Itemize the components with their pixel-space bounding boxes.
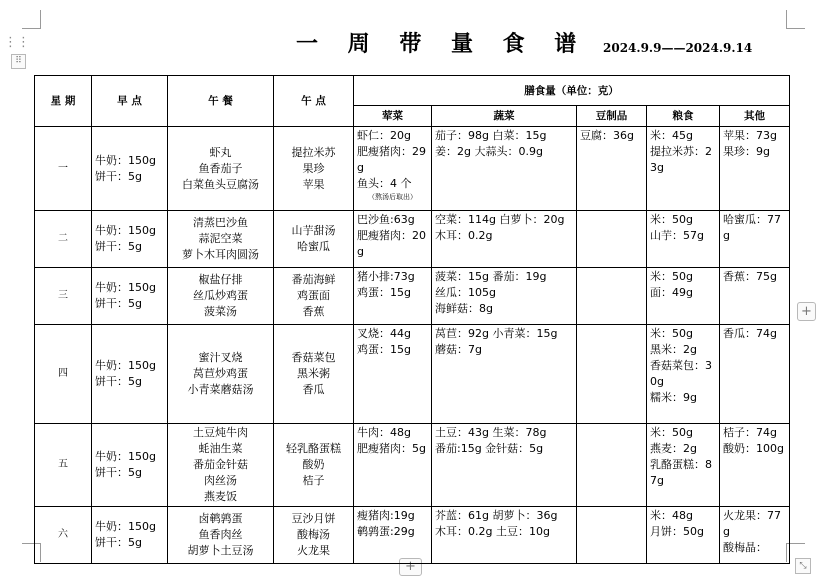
breakfast-line: 饼干：5g (95, 240, 142, 253)
cell-other (720, 325, 790, 424)
meat-line: 猪小排:73g (357, 270, 415, 283)
grain-line: 乳酪蛋糕：87g (650, 458, 712, 487)
meat-line: 鹌鹑蛋:29g (357, 525, 415, 538)
lunch-line: 燕麦饭 (204, 490, 237, 503)
other-line: 香瓜：74g (723, 327, 777, 340)
other-line: 桔子：74g (723, 426, 777, 439)
table-row (35, 127, 790, 211)
cell-lunch (168, 507, 274, 564)
cell-grain (647, 268, 720, 325)
cell-day (35, 211, 92, 268)
header-weekday: 星 期 (35, 76, 92, 127)
lunch-line: 白菜鱼头豆腐汤 (182, 177, 259, 191)
day-line: 四 (58, 368, 68, 379)
grain-line: 提拉米苏：23g (650, 145, 712, 174)
snack-line: 火龙果 (297, 544, 330, 557)
snack-line: 酸梅汤 (297, 528, 330, 541)
snack-line: 香瓜 (302, 383, 325, 396)
table-move-icon[interactable]: ⠿ (11, 54, 26, 69)
lunch-line: 鱼香茄子 (198, 161, 243, 175)
grain-line: 糯米：9g (650, 391, 697, 404)
cell-lunch (168, 211, 274, 268)
cell-meat (354, 325, 432, 424)
snack-line: 鸡蛋面 (297, 289, 330, 302)
cell-other (720, 211, 790, 268)
breakfast-line: 牛奶：150g (95, 359, 156, 372)
breakfast-line: 牛奶：150g (95, 153, 156, 167)
veg-line: 姜：2g 大蒜头：0.9g (435, 145, 543, 158)
grain-line: 米：50g (650, 426, 693, 439)
page-title: 一 周 带 量 食 谱 (296, 31, 588, 57)
other-line: 果珍：9g (723, 145, 770, 158)
cell-lunch (168, 325, 274, 424)
veg-line: 番茄:15g 金针菇：5g (435, 442, 544, 455)
veg-line: 芥蓝：61g 胡萝卜：36g (435, 509, 558, 522)
veg-line: 海鲜菇：8g (435, 302, 493, 315)
veg-line: 蘑菇：7g (435, 343, 482, 356)
cell-meat (354, 127, 432, 211)
cell-veg (432, 325, 577, 424)
cell-veg (432, 127, 577, 211)
cell-soy (577, 424, 647, 507)
meat-line: 肥瘦猪肉：29g (357, 145, 426, 174)
cell-snack (274, 211, 354, 268)
cell-snack (274, 325, 354, 424)
add-column-plus-icon[interactable]: + (797, 302, 816, 321)
cell-breakfast (92, 325, 168, 424)
cell-snack (274, 507, 354, 564)
lunch-line: 鱼香肉丝 (198, 528, 243, 541)
cell-soy (577, 325, 647, 424)
meat-line: 鸡蛋：15g (357, 343, 411, 356)
table-row (35, 507, 790, 564)
other-line: 苹果：73g (723, 129, 777, 142)
grain-line: 米：45g (650, 129, 693, 142)
veg-line: 木耳：0.2g (435, 229, 493, 242)
grain-line: 米：50g (650, 327, 693, 340)
drag-handle-icon[interactable]: ⋮⋮ (4, 35, 30, 50)
cell-breakfast (92, 424, 168, 507)
other-line: 香蕉：75g (723, 270, 777, 283)
breakfast-line: 牛奶：150g (95, 224, 156, 237)
table-row (35, 268, 790, 325)
cell-day (35, 507, 92, 564)
cell-day (35, 127, 92, 211)
menu-table (34, 75, 790, 564)
lunch-line: 丝瓜炒鸡蛋 (193, 289, 248, 302)
meat-line: 巴沙鱼:63g (357, 213, 415, 226)
cell-snack (274, 268, 354, 325)
header-other: 其他 (720, 106, 790, 127)
lunch-line: 胡萝卜土豆汤 (187, 544, 254, 557)
cell-grain (647, 507, 720, 564)
breakfast-line: 饼干：5g (95, 169, 142, 183)
meat-line: 瘦猪肉:19g (357, 509, 415, 522)
cell-grain (647, 127, 720, 211)
header-snack: 午 点 (274, 76, 354, 127)
veg-line: 茄子：98g 白菜：15g (435, 129, 547, 142)
lunch-line: 番茄金针菇 (193, 458, 248, 471)
grain-line: 米：50g (650, 270, 693, 283)
table-row (35, 211, 790, 268)
breakfast-line: 饼干：5g (95, 466, 142, 479)
snack-line: 提拉米苏 (291, 145, 336, 159)
snack-line: 山芋甜汤 (291, 224, 336, 237)
table-row (35, 424, 790, 507)
grain-line: 山芋：57g (650, 229, 704, 242)
snack-line: 苹果 (302, 177, 325, 191)
snack-line: 豆沙月饼 (291, 512, 336, 525)
breakfast-line: 牛奶：150g (95, 450, 156, 463)
header-lunch: 午 餐 (168, 76, 274, 127)
snack-line: 番茄海鲜 (291, 273, 336, 286)
cell-other (720, 507, 790, 564)
grain-line: 米：50g (650, 213, 693, 226)
veg-line: 木耳：0.2g 土豆：10g (435, 525, 550, 538)
lunch-line: 菠菜汤 (204, 305, 237, 318)
snack-line: 香蕉 (302, 305, 325, 318)
header-intake: 膳食量（单位：克） (354, 76, 790, 106)
meat-line: 鸡蛋：15g (357, 286, 411, 299)
snack-line: 黑米粥 (297, 367, 330, 380)
soy-line: 豆腐：36g (580, 129, 634, 142)
breakfast-line: 牛奶：150g (95, 281, 156, 294)
veg-line: 莴苣：92g 小青菜：15g (435, 327, 558, 340)
cell-day (35, 325, 92, 424)
cell-grain (647, 325, 720, 424)
cell-soy (577, 507, 647, 564)
resize-icon[interactable]: ⤡ (795, 558, 811, 574)
other-line: 酸奶：100g (723, 442, 784, 455)
cell-veg (432, 211, 577, 268)
cell-soy (577, 268, 647, 325)
breakfast-line: 牛奶：150g (95, 520, 156, 533)
cell-breakfast (92, 211, 168, 268)
lunch-line: 肉丝汤 (204, 474, 237, 487)
grain-line: 香菇菜包：30g (650, 359, 712, 388)
add-row-plus-icon[interactable]: + (399, 558, 422, 576)
lunch-line: 蒜泥空菜 (198, 232, 243, 245)
day-line: 一 (58, 162, 68, 174)
header-soy: 豆制品 (577, 106, 647, 127)
other-line: 哈蜜瓜：77g (723, 213, 781, 242)
grain-line: 黑米：2g (650, 343, 697, 356)
other-line: 酸梅晶： (723, 541, 767, 554)
lunch-line: 莴苣炒鸡蛋 (193, 367, 248, 380)
crop-mark-top-left (22, 10, 41, 29)
breakfast-line: 饼干：5g (95, 297, 142, 310)
day-line: 五 (58, 459, 68, 470)
cell-veg (432, 507, 577, 564)
cell-lunch (168, 268, 274, 325)
cell-veg (432, 424, 577, 507)
snack-line: 轻乳酪蛋糕 (286, 442, 341, 455)
grain-line: 燕麦：2g (650, 442, 697, 455)
header-grain: 粮食 (647, 106, 720, 127)
snack-line: 香菇菜包 (291, 351, 336, 364)
cell-grain (647, 211, 720, 268)
cell-breakfast (92, 268, 168, 325)
breakfast-line: 饼干：5g (95, 536, 142, 549)
meat-line: 鱼头：4 个 (357, 177, 412, 190)
veg-line: 菠菜：15g 番茄：19g (435, 270, 547, 283)
table-row (35, 325, 790, 424)
cell-soy (577, 211, 647, 268)
cell-day (35, 268, 92, 325)
cell-soy (577, 127, 647, 211)
meat-line: 肥瘦猪肉：5g (357, 442, 426, 455)
snack-line: 酸奶 (302, 458, 325, 471)
header-veg: 蔬菜 (432, 106, 577, 127)
lunch-line: 蚝油生菜 (198, 442, 243, 455)
lunch-line: 清蒸巴沙鱼 (193, 216, 248, 229)
veg-line: 空菜：114g 白萝卜：20g (435, 213, 565, 226)
cell-other (720, 424, 790, 507)
header-meat: 荤菜 (354, 106, 432, 127)
crop-mark-top-right (786, 10, 805, 29)
breakfast-line: 饼干：5g (95, 375, 142, 388)
lunch-line: 蜜汁叉烧 (198, 351, 243, 364)
cell-meat (354, 268, 432, 325)
date-range: 2024.9.9——2024.9.14 (603, 41, 753, 55)
meat-note: （熬汤后取出） (368, 193, 417, 201)
cell-breakfast (92, 507, 168, 564)
cell-meat (354, 507, 432, 564)
day-line: 三 (58, 290, 68, 301)
meat-line: 牛肉：48g (357, 426, 411, 439)
meat-line: 叉烧：44g (357, 327, 411, 340)
cell-breakfast (92, 127, 168, 211)
meat-line: 肥瘦猪肉：20g (357, 229, 426, 258)
cell-grain (647, 424, 720, 507)
meat-line: 虾仁：20g (357, 129, 411, 142)
lunch-line: 虾丸 (209, 145, 232, 159)
cell-other (720, 127, 790, 211)
cell-meat (354, 211, 432, 268)
grain-line: 米：48g (650, 509, 693, 522)
header-breakfast: 早 点 (92, 76, 168, 127)
cell-lunch (168, 127, 274, 211)
snack-line: 桔子 (302, 474, 325, 487)
cell-veg (432, 268, 577, 325)
grain-line: 月饼：50g (650, 525, 704, 538)
veg-line: 土豆：43g 生菜：78g (435, 426, 547, 439)
day-line: 二 (58, 233, 68, 244)
lunch-line: 小青菜蘑菇汤 (187, 383, 254, 396)
snack-line: 哈蜜瓜 (297, 240, 330, 253)
day-line: 六 (58, 529, 68, 540)
cell-day (35, 424, 92, 507)
lunch-line: 萝卜木耳肉圆汤 (182, 248, 259, 261)
veg-line: 丝瓜：105g (435, 286, 496, 299)
cell-other (720, 268, 790, 325)
grain-line: 面：49g (650, 286, 693, 299)
cell-meat (354, 424, 432, 507)
lunch-line: 土豆炖牛肉 (193, 426, 248, 439)
cell-snack (274, 127, 354, 211)
lunch-line: 椒盐仔排 (198, 273, 243, 286)
cell-snack (274, 424, 354, 507)
lunch-line: 卤鹌鹑蛋 (198, 512, 243, 525)
snack-line: 果珍 (302, 161, 325, 175)
cell-lunch (168, 424, 274, 507)
other-line: 火龙果：77g (723, 509, 781, 538)
